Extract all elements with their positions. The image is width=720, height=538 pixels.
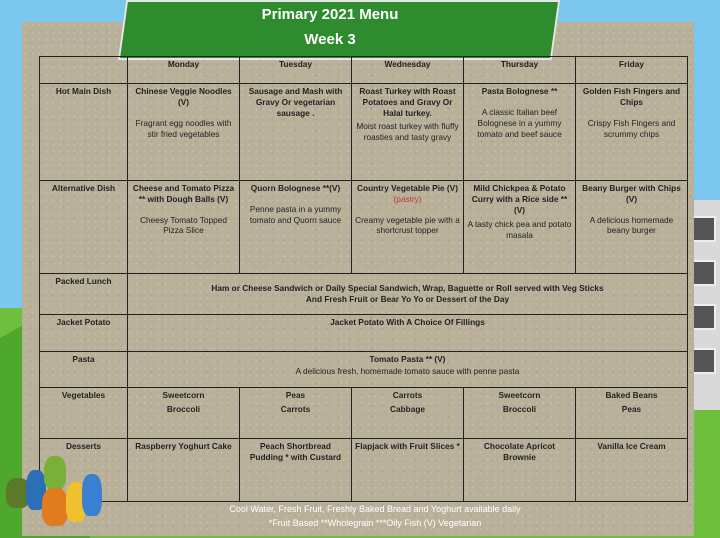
menu-cell [576, 84, 688, 181]
veg-b: Broccoli [502, 403, 537, 414]
dish-name: Golden Fish Fingers and Chips [582, 86, 681, 108]
jacket-cell: Jacket Potato With A Choice Of Fillings [128, 315, 688, 352]
dish-desc: Cheesy Tomato Topped Pizza Slice [140, 214, 227, 236]
menu-cell [464, 180, 576, 273]
alternative-row [40, 180, 688, 273]
veg-b: Cabbage [389, 403, 426, 414]
veg-a: Sweetcorn [498, 390, 541, 401]
pasta-dish: Tomato Pasta ** (V) [369, 353, 446, 364]
week-label: Week 3 [304, 31, 356, 48]
corner-cell [40, 57, 128, 84]
row-label-alternative: Alternative Dish [40, 180, 128, 273]
menu-cell [240, 84, 352, 181]
veg-cell [464, 388, 576, 439]
day-wednesday: Wednesday [352, 57, 464, 84]
packed-lunch-cell [128, 274, 688, 315]
menu-cell [464, 84, 576, 181]
desserts-row [40, 438, 688, 501]
packed-line-1: Ham or Cheese Sandwich or Daily Special Sandwich, Wrap, Baguette or Roll served with Veg Sticks [211, 283, 604, 294]
row-label-packed: Packed Lunch [40, 274, 128, 315]
dish-desc: Fragrant egg noodles with stir fried vegetables [135, 117, 232, 139]
day-header-row [40, 57, 688, 84]
day-friday: Friday [576, 57, 688, 84]
dish-name: Chinese Veggie Noodles (V) [135, 86, 232, 108]
dish-name: Cheese and Tomato Pizza ** with Dough Balls (V) [132, 182, 235, 204]
veg-a: Carrots [392, 390, 423, 401]
menu-cell [576, 180, 688, 273]
menu-cell [352, 180, 464, 273]
dish-desc: A delicious homemade beany burger [589, 214, 674, 236]
dish-desc: Crispy Fish Fingers and scrummy chips [587, 117, 676, 139]
row-label-desserts: Desserts [40, 438, 128, 501]
dish-name: Quorn Bolognese **(V) [250, 182, 341, 193]
footer-line-1: Cool Water, Fresh Fruit, Freshly Baked Bread and Yoghurt available daily [229, 504, 521, 514]
dish-name: Beany Burger with Chips (V) [582, 182, 681, 204]
veg-cell [128, 388, 240, 439]
veg-cell [352, 388, 464, 439]
dish-name: Sausage and Mash with Gravy Or vegetarian sausage . [248, 86, 343, 118]
food-characters-illustration [4, 448, 104, 533]
veg-b: Carrots [280, 403, 311, 414]
packed-lunch-row [40, 274, 688, 315]
dish-desc: Moist roast turkey with fluffy roasties and tasty gravy [356, 120, 459, 142]
row-label-jacket: Jacket Potato [40, 315, 128, 352]
footer-line-2: *Fruit Based **Wholegrain ***Oily Fish (V) Vegetarian [268, 518, 482, 528]
dish-name: Roast Turkey with Roast Potatoes and Gravy Or Halal turkey. [359, 86, 456, 118]
jacket-potato-row [40, 315, 688, 352]
pasta-cell [128, 351, 688, 388]
menu-cell [128, 84, 240, 181]
menu-cell [240, 180, 352, 273]
veg-cell [240, 388, 352, 439]
menu-table [39, 56, 688, 502]
veg-b: Peas [621, 403, 642, 414]
dessert-cell: Peach Shortbread Pudding * with Custard [240, 438, 352, 501]
row-label-vegetables: Vegetables [40, 388, 128, 439]
day-thursday: Thursday [464, 57, 576, 84]
veg-a: Sweetcorn [162, 390, 205, 401]
dish-note: (pastry) [393, 193, 422, 204]
menu-cell [352, 84, 464, 181]
day-tuesday: Tuesday [240, 57, 352, 84]
menu-cell [128, 180, 240, 273]
dish-desc: Penne pasta in a yummy tomato and Quorn sauce [249, 203, 342, 225]
dish-name: Pasta Bolognese ** [481, 86, 558, 97]
dessert-cell: Flapjack with Fruit Slices * [352, 438, 464, 501]
dish-desc: Creamy vegetable pie with a shortcrust topper [355, 214, 460, 236]
dish-name: Mild Chickpea & Potato Curry with a Rice side **(V) [471, 182, 568, 215]
row-label-hot-main: Hot Main Dish [40, 84, 128, 181]
dish-name: Country Vegetable Pie (V) [357, 182, 458, 193]
pasta-row [40, 351, 688, 388]
pasta-desc: A delicious fresh, homemade tomato sauce with penne pasta [295, 366, 520, 377]
packed-line-2: And Fresh Fruit or Bear Yo Yo or Dessert of the Day [305, 294, 510, 305]
hot-main-row [40, 84, 688, 181]
vegetables-row [40, 388, 688, 439]
row-label-pasta: Pasta [40, 351, 128, 388]
dessert-cell: Chocolate Apricot Brownie [464, 438, 576, 501]
veg-cell [576, 388, 688, 439]
veg-b: Broccoli [166, 403, 201, 414]
veg-a: Baked Beans [605, 390, 658, 401]
dessert-cell: Vanilla Ice Cream [576, 438, 688, 501]
veg-a: Peas [285, 390, 306, 401]
dish-desc: A tasty chick pea and potato masala [467, 219, 572, 241]
day-monday: Monday [128, 57, 240, 84]
dish-desc: A classic Italian beef Bolognese in a yummy tomato and beef sauce [477, 107, 562, 139]
menu-title: Primary 2021 Menu [261, 6, 399, 23]
dessert-cell: Raspberry Yoghurt Cake [128, 438, 240, 501]
